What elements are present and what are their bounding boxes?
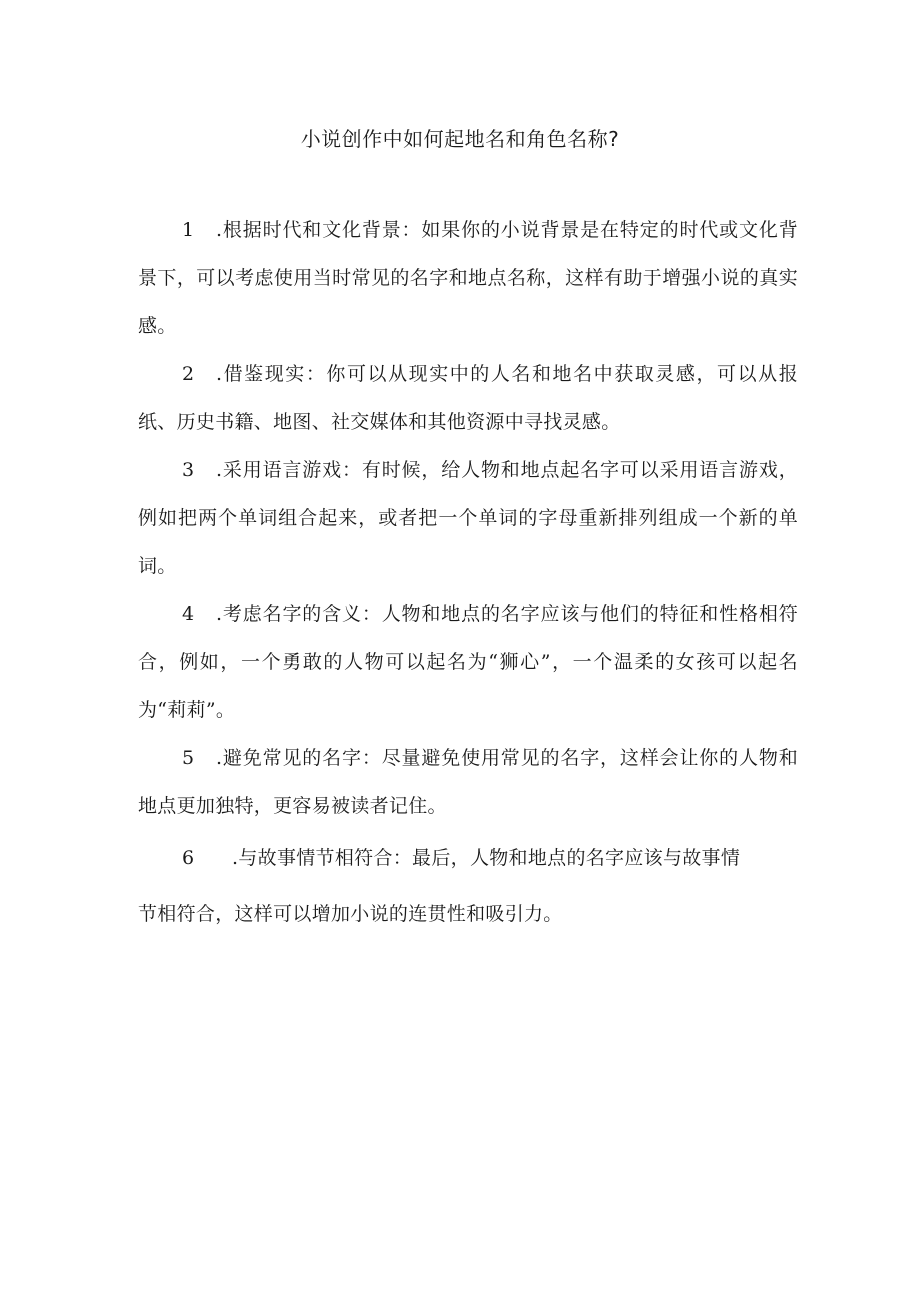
item-text: .根据时代和文化背景：如果你的小说背景是在特定的时代或文化背景下，可以考虑使用当时常见的名字和地点名称，这样有助于增强小说的真实感。 — [138, 219, 798, 337]
item-number: 3 — [182, 459, 195, 481]
list-item-2 — [138, 350, 798, 446]
list-item-4 — [138, 590, 798, 734]
list-item-1 — [138, 206, 798, 350]
list-item-3 — [138, 446, 798, 590]
item-text: .避免常见的名字：尽量避免使用常见的名字，这样会让你的人物和地点更加独特，更容易被读者记住。 — [138, 747, 798, 817]
item-text: .借鉴现实：你可以从现实中的人名和地名中获取灵感，可以从报纸、历史书籍、地图、社交媒体和其他资源中寻找灵感。 — [138, 363, 798, 433]
list-item-5 — [138, 734, 798, 830]
item-text: .考虑名字的含义：人物和地点的名字应该与他们的特征和性格相符合，例如，一个勇敢的人物可以起名为“狮心”，一个温柔的女孩可以起名为“莉莉”。 — [138, 603, 798, 721]
list-item-6 — [182, 834, 740, 882]
item-number: 5 — [182, 747, 195, 769]
item-number: 2 — [182, 363, 195, 385]
item-number: 4 — [182, 603, 195, 625]
list-item-6-continuation: 节相符合，这样可以增加小说的连贯性和吸引力。 — [138, 903, 563, 925]
document-title: 小说创作中如何起地名和角色名称? — [300, 127, 620, 151]
item-text: .采用语言游戏：有时候，给人物和地点起名字可以采用语言游戏，例如把两个单词组合起来，或者把一个单词的字母重新排列组成一个新的单词。 — [138, 459, 798, 577]
item-number: 6 — [182, 847, 195, 869]
item-number: 1 — [182, 219, 195, 241]
item-text-line1: .与故事情节相符合：最后，人物和地点的名字应该与故事情 — [232, 847, 741, 869]
